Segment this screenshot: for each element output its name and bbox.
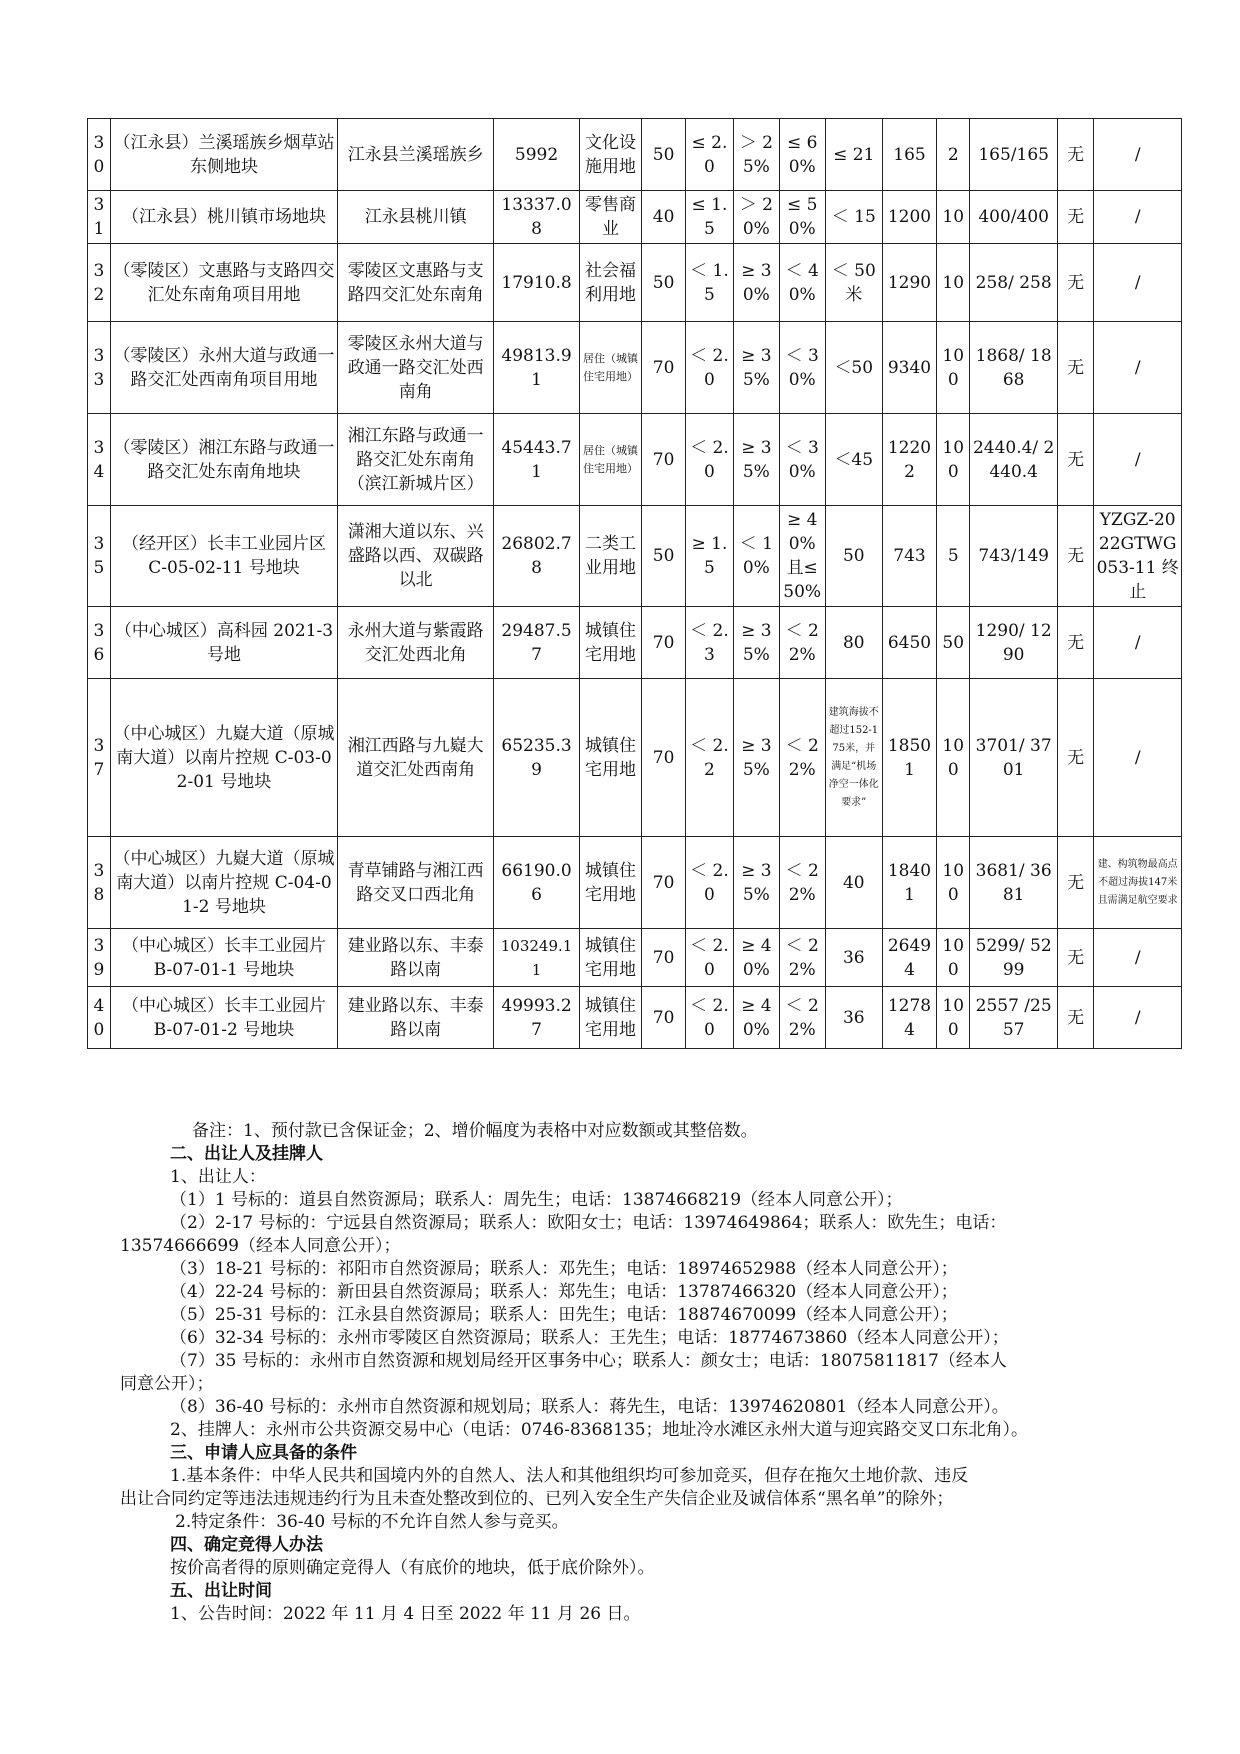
contact-line-2: （2）2-17 号标的：宁远县自然资源局；联系人：欧阳女士；电话：13974649864；联系人：欧先生；电话：	[170, 1213, 1007, 1233]
cell-height: ＜ 15	[825, 191, 882, 244]
cell-increment: 100	[937, 987, 970, 1049]
cell-price: 165	[882, 119, 936, 191]
cell-price: 18401	[882, 837, 936, 929]
cell-deposit: 1868/ 1868	[970, 322, 1058, 414]
cell-increment: 100	[937, 414, 970, 506]
cell-deposit: 2557 /2557	[970, 987, 1058, 1049]
cell-other: 无	[1057, 679, 1093, 837]
cell-height: 40	[825, 837, 882, 929]
cell-remark: YZGZ-2022GTWG053-11 终止	[1094, 506, 1182, 607]
cell-far: ＜ 2.0	[686, 322, 734, 414]
cell-far: ＜ 2.0	[686, 987, 734, 1049]
contact-line-6: （6）32-34 号标的：永州市零陵区自然资源局；联系人：王先生；电话：18774673860（经本人同意公开）；	[170, 1328, 1009, 1348]
cell-remark: /	[1094, 607, 1182, 679]
cell-height: ≤ 21	[825, 119, 882, 191]
table-row	[88, 679, 1182, 837]
cell-increment: 10	[937, 244, 970, 322]
cell-location: 江永县桃川镇	[338, 191, 494, 244]
cell-far: ＜ 2.0	[686, 837, 734, 929]
cell-green: ＞ 25%	[733, 119, 779, 191]
cell-location: 湘江东路与政通一路交汇处东南角（滨江新城片区）	[338, 414, 494, 506]
contact-line-1: （1）1 号标的：道县自然资源局；联系人：周先生；电话：13874668219（经本人同意公开）；	[170, 1190, 903, 1210]
cell-location: 永州大道与紫霞路交汇处西北角	[338, 607, 494, 679]
cell-no: 30	[88, 119, 111, 191]
cell-area: 26802.78	[494, 506, 579, 607]
cell-name: （零陵区）文惠路与支路四交汇处东南角项目用地	[110, 244, 337, 322]
section-4-text: 按价高者得的原则确定竞得人（有底价的地块，低于底价除外）。	[170, 1558, 655, 1578]
section-3-heading: 三、申请人应具备的条件	[170, 1443, 357, 1463]
cell-name: （江永县）桃川镇市场地块	[110, 191, 337, 244]
cell-increment: 2	[937, 119, 970, 191]
cell-use: 文化设施用地	[579, 119, 642, 191]
cell-other: 无	[1057, 322, 1093, 414]
cell-location: 建业路以东、丰泰路以南	[338, 987, 494, 1049]
basic-condition-1: 1.基本条件：中华人民共和国境内外的自然人、法人和其他组织均可参加竞买，但存在拖欠土地价款、违反	[170, 1466, 969, 1486]
cell-years: 70	[642, 322, 686, 414]
cell-increment: 100	[937, 929, 970, 987]
land-parcel-table	[87, 118, 1182, 1049]
cell-price: 18501	[882, 679, 936, 837]
cell-green: ≥ 40%	[733, 987, 779, 1049]
cell-height: 36	[825, 987, 882, 1049]
section-4-heading: 四、确定竞得人办法	[170, 1535, 323, 1555]
cell-remark: /	[1094, 244, 1182, 322]
cell-far: ＜ 2.0	[686, 929, 734, 987]
cell-green: ≥ 35%	[733, 607, 779, 679]
cell-remark: /	[1094, 414, 1182, 506]
cell-far: ≤ 1.5	[686, 191, 734, 244]
cell-far: ＜ 2.3	[686, 607, 734, 679]
cell-use: 二类工业用地	[579, 506, 642, 607]
cell-no: 32	[88, 244, 111, 322]
table-row	[88, 322, 1182, 414]
table-row	[88, 191, 1182, 244]
cell-density: ＜ 22%	[779, 929, 825, 987]
cell-years: 70	[642, 414, 686, 506]
cell-name: （零陵区）永州大道与政通一路交汇处西南角项目用地	[110, 322, 337, 414]
cell-height: 80	[825, 607, 882, 679]
cell-remark: /	[1094, 322, 1182, 414]
cell-use: 城镇住宅用地	[579, 837, 642, 929]
cell-area: 49993.27	[494, 987, 579, 1049]
section-2-sub1: 1、出让人：	[170, 1167, 266, 1187]
table-row	[88, 506, 1182, 607]
basic-condition-2: 出让合同约定等违法违规违约行为且未查处整改到位的、已列入安全生产失信企业及诚信体系“黑名单”的除外；	[120, 1489, 954, 1509]
cell-name: （中心城区）高科园 2021-3 号地	[110, 607, 337, 679]
cell-name: （中心城区）长丰工业园片 B-07-01-1 号地块	[110, 929, 337, 987]
section-5-text: 1、公告时间：2022 年 11 月 4 日至 2022 年 11 月 26 日。	[170, 1604, 641, 1624]
cell-height: ＜ 50 米	[825, 244, 882, 322]
cell-name: （中心城区）长丰工业园片 B-07-01-2 号地块	[110, 987, 337, 1049]
cell-other: 无	[1057, 506, 1093, 607]
cell-area: 65235.39	[494, 679, 579, 837]
cell-area: 17910.8	[494, 244, 579, 322]
special-condition: 2.特定条件：36-40 号标的不允许自然人参与竞买。	[175, 1512, 569, 1532]
cell-increment: 100	[937, 837, 970, 929]
cell-increment: 50	[937, 607, 970, 679]
table-note: 备注：1、预付款已含保证金；2、增价幅度为表格中对应数额或其整倍数。	[192, 1121, 758, 1141]
cell-price: 6450	[882, 607, 936, 679]
cell-years: 70	[642, 607, 686, 679]
cell-deposit: 743/149	[970, 506, 1058, 607]
cell-density: ＜ 22%	[779, 987, 825, 1049]
cell-name: （江永县）兰溪瑶族乡烟草站东侧地块	[110, 119, 337, 191]
cell-no: 40	[88, 987, 111, 1049]
cell-no: 38	[88, 837, 111, 929]
cell-location: 江永县兰溪瑶族乡	[338, 119, 494, 191]
cell-use: 零售商业	[579, 191, 642, 244]
cell-years: 70	[642, 837, 686, 929]
cell-years: 70	[642, 929, 686, 987]
cell-area: 13337.08	[494, 191, 579, 244]
table-row	[88, 929, 1182, 987]
cell-far: ≥ 1.5	[686, 506, 734, 607]
table-row	[88, 119, 1182, 191]
cell-years: 40	[642, 191, 686, 244]
cell-area: 66190.06	[494, 837, 579, 929]
cell-years: 50	[642, 244, 686, 322]
cell-area: 5992	[494, 119, 579, 191]
cell-deposit: 2440.4/ 2440.4	[970, 414, 1058, 506]
cell-remark: /	[1094, 987, 1182, 1049]
cell-name: （中心城区）九嶷大道（原城南大道）以南片控规 C-03-02-01 号地块	[110, 679, 337, 837]
cell-deposit: 165/165	[970, 119, 1058, 191]
cell-other: 无	[1057, 191, 1093, 244]
table-row	[88, 987, 1182, 1049]
cell-green: ＞ 20%	[733, 191, 779, 244]
cell-area: 29487.57	[494, 607, 579, 679]
cell-height: 36	[825, 929, 882, 987]
cell-deposit: 3701/ 3701	[970, 679, 1058, 837]
cell-far: ≤ 2.0	[686, 119, 734, 191]
cell-location: 湘江西路与九嶷大道交汇处西南角	[338, 679, 494, 837]
cell-price: 1290	[882, 244, 936, 322]
cell-no: 33	[88, 322, 111, 414]
cell-density: ＜ 22%	[779, 837, 825, 929]
cell-deposit: 3681/ 3681	[970, 837, 1058, 929]
cell-location: 零陵区文惠路与支路四交汇处东南角	[338, 244, 494, 322]
cell-no: 31	[88, 191, 111, 244]
cell-density: ＜ 40%	[779, 244, 825, 322]
table-row	[88, 607, 1182, 679]
cell-increment: 100	[937, 322, 970, 414]
cell-green: ≥ 35%	[733, 414, 779, 506]
cell-density: ≥ 40% 且≤ 50%	[779, 506, 825, 607]
cell-price: 1200	[882, 191, 936, 244]
cell-increment: 5	[937, 506, 970, 607]
cell-green: ≥ 35%	[733, 679, 779, 837]
cell-remark: 建、构筑物最高点不超过海拔147米且需满足航空要求	[1094, 837, 1182, 929]
contact-line-7: （7）35 号标的：永州市自然资源和规划局经开区事务中心；联系人：颜女士；电话：18075811817（经本人	[170, 1351, 1007, 1371]
section-2-heading: 二、出让人及挂牌人	[170, 1144, 323, 1164]
table-row	[88, 414, 1182, 506]
contact-line-3: （3）18-21 号标的：祁阳市自然资源局；联系人：邓先生；电话：18974652988（经本人同意公开）；	[170, 1259, 958, 1279]
cell-deposit: 5299/ 5299	[970, 929, 1058, 987]
cell-use: 城镇住宅用地	[579, 679, 642, 837]
cell-far: ＜ 1.5	[686, 244, 734, 322]
table-body	[88, 119, 1182, 1049]
cell-green: ≥ 35%	[733, 837, 779, 929]
cell-no: 35	[88, 506, 111, 607]
cell-area: 45443.71	[494, 414, 579, 506]
cell-height: ＜50	[825, 322, 882, 414]
cell-location: 潇湘大道以东、兴盛路以西、双碳路以北	[338, 506, 494, 607]
cell-use: 城镇住宅用地	[579, 987, 642, 1049]
cell-remark: /	[1094, 679, 1182, 837]
cell-deposit: 258/ 258	[970, 244, 1058, 322]
cell-other: 无	[1057, 987, 1093, 1049]
cell-no: 36	[88, 607, 111, 679]
cell-other: 无	[1057, 244, 1093, 322]
cell-density: ≤ 50%	[779, 191, 825, 244]
cell-green: ≥ 35%	[733, 322, 779, 414]
section-5-heading: 五、出让时间	[170, 1581, 272, 1601]
body-text	[120, 1120, 1150, 1626]
contact-line-8: （8）36-40 号标的：永州市自然资源和规划局；联系人：蒋先生，电话：13974620801（经本人同意公开）。	[170, 1397, 1009, 1417]
table-row	[88, 837, 1182, 929]
cell-years: 50	[642, 506, 686, 607]
cell-density: ＜ 22%	[779, 607, 825, 679]
cell-other: 无	[1057, 119, 1093, 191]
cell-deposit: 1290/ 1290	[970, 607, 1058, 679]
cell-density: ＜ 22%	[779, 679, 825, 837]
contact-line-2-cont: 13574666699（经本人同意公开）；	[120, 1236, 401, 1256]
cell-increment: 10	[937, 191, 970, 244]
cell-green: ＜ 10%	[733, 506, 779, 607]
cell-use: 城镇住宅用地	[579, 929, 642, 987]
cell-years: 50	[642, 119, 686, 191]
cell-price: 12202	[882, 414, 936, 506]
cell-location: 零陵区永州大道与政通一路交汇处西南角	[338, 322, 494, 414]
cell-price: 9340	[882, 322, 936, 414]
cell-use: 居住（城镇住宅用地）	[579, 414, 642, 506]
cell-name: （中心城区）九嶷大道（原城南大道）以南片控规 C-04-01-2 号地块	[110, 837, 337, 929]
cell-use: 城镇住宅用地	[579, 607, 642, 679]
cell-green: ≥ 30%	[733, 244, 779, 322]
cell-use: 居住（城镇住宅用地）	[579, 322, 642, 414]
cell-height: 50	[825, 506, 882, 607]
cell-far: ＜ 2.0	[686, 414, 734, 506]
cell-remark: /	[1094, 119, 1182, 191]
cell-no: 37	[88, 679, 111, 837]
cell-other: 无	[1057, 929, 1093, 987]
cell-use: 社会福利用地	[579, 244, 642, 322]
cell-density: ＜ 30%	[779, 322, 825, 414]
cell-other: 无	[1057, 837, 1093, 929]
cell-price: 12784	[882, 987, 936, 1049]
cell-height: ＜45	[825, 414, 882, 506]
cell-green: ≥ 40%	[733, 929, 779, 987]
contact-line-4: （4）22-24 号标的：新田县自然资源局；联系人：郑先生；电话：13787466320（经本人同意公开）；	[170, 1282, 958, 1302]
section-2-sub2: 2、挂牌人：永州市公共资源交易中心（电话：0746-8368135；地址冷水滩区永州大道与迎宾路交叉口东北角）。	[170, 1420, 1029, 1440]
cell-area: 49813.91	[494, 322, 579, 414]
cell-remark: /	[1094, 191, 1182, 244]
cell-no: 39	[88, 929, 111, 987]
cell-density: ＜ 30%	[779, 414, 825, 506]
cell-remark: /	[1094, 929, 1182, 987]
cell-area: 103249.11	[494, 929, 579, 987]
cell-no: 34	[88, 414, 111, 506]
cell-increment: 100	[937, 679, 970, 837]
cell-name: （经开区）长丰工业园片区 C-05-02-11 号地块	[110, 506, 337, 607]
cell-name: （零陵区）湘江东路与政通一路交汇处东南角地块	[110, 414, 337, 506]
cell-height: 建筑海拔不超过152-175米，并满足“机场净空一体化要求”	[825, 679, 882, 837]
cell-price: 743	[882, 506, 936, 607]
cell-price: 26494	[882, 929, 936, 987]
contact-line-7-cont: 同意公开）；	[120, 1374, 214, 1394]
cell-years: 70	[642, 679, 686, 837]
table-row	[88, 244, 1182, 322]
cell-years: 70	[642, 987, 686, 1049]
cell-deposit: 400/400	[970, 191, 1058, 244]
cell-far: ＜ 2.2	[686, 679, 734, 837]
cell-other: 无	[1057, 607, 1093, 679]
cell-location: 建业路以东、丰泰路以南	[338, 929, 494, 987]
cell-other: 无	[1057, 414, 1093, 506]
cell-density: ≤ 60%	[779, 119, 825, 191]
contact-line-5: （5）25-31 号标的：江永县自然资源局；联系人：田先生；电话：18874670099（经本人同意公开）；	[170, 1305, 958, 1325]
cell-location: 青草铺路与湘江西路交叉口西北角	[338, 837, 494, 929]
